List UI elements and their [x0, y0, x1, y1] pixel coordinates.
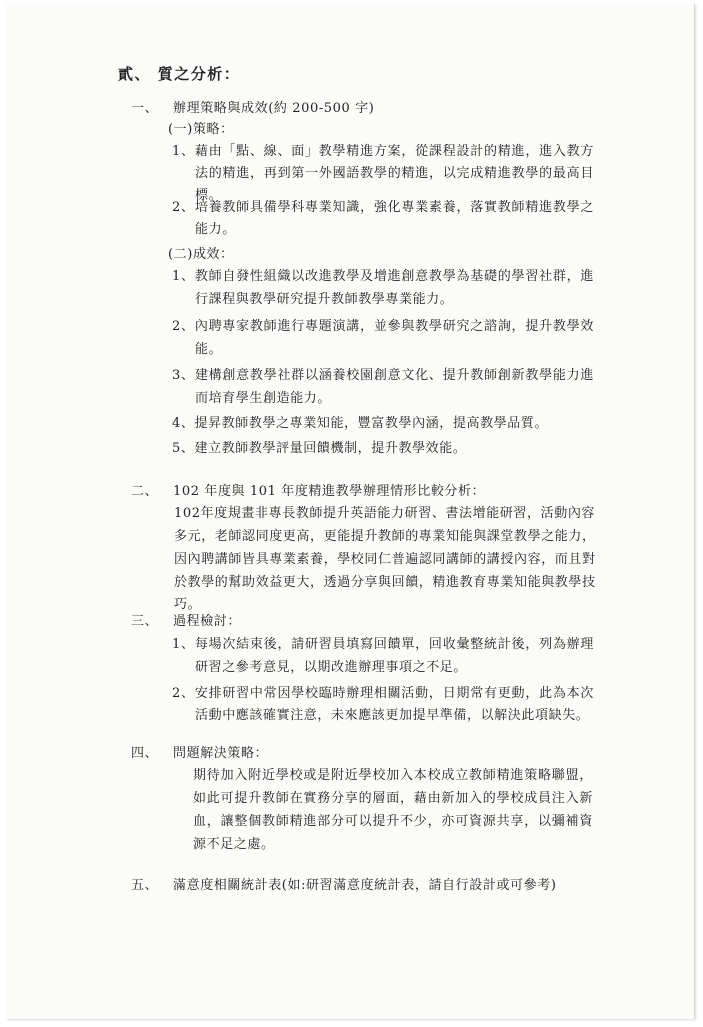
strategy-2-line-1: 2、培養教師具備學科專業知識，強化專業素養，落實教師精進教學之	[172, 200, 594, 215]
document-page	[6, 4, 695, 1019]
section-title: 貳、 質之分析：	[118, 65, 241, 83]
comparison-line-3: 因內聘講師皆具專業素養，學校同仁普遍認同講師的講授內容，而且對	[174, 552, 596, 567]
result-5: 5、建立教師教學評量回饋機制，提升教學效能。	[172, 441, 467, 456]
strategy-1-line-2: 法的精進，再到第一外國語教學的精進，以完成精進教學的最高目	[195, 166, 594, 181]
result-4: 4、提昇教師教學之專業知能，豐富教學內涵，提高教學品質。	[172, 416, 549, 431]
review-2-line-2: 活動中應該確實注意，未來應該更加提早準備，以解決此項缺失。	[195, 708, 590, 723]
strategy-1-line-3: 標。	[195, 188, 223, 203]
comparison-line-1: 102年度規畫非專長教師提升英語能力研習、書法增能研習，活動內容	[174, 506, 596, 521]
result-2-line-1: 2、內聘專家教師進行專題演講，並參與教學研究之諮詢，提升教學效	[172, 319, 594, 334]
section-4-heading: 問題解決策略：	[173, 746, 269, 761]
strategy-subtitle: (一)策略：	[168, 122, 234, 137]
comparison-line-5: 巧。	[174, 597, 202, 612]
section-2-number: 二、	[131, 484, 159, 499]
result-1-line-1: 1、教師自發性組織以改進教學及增進創意教學為基礎的學習社群，進	[172, 269, 594, 284]
review-2-line-1: 2、安排研習中常因學校臨時辦理相關活動，日期常有更動，此為本次	[172, 686, 594, 701]
section-2-heading: 102 年度與 101 年度精進教學辦理情形比較分析：	[173, 484, 486, 499]
comparison-line-2: 多元，老師認同度更高，更能提升教師的專業知能與課堂教學之能力，	[174, 529, 596, 544]
section-4-number: 四、	[131, 746, 159, 761]
result-2-line-2: 能。	[195, 342, 223, 357]
section-3-heading: 過程檢討：	[173, 614, 242, 629]
results-subtitle: (二)成效：	[168, 247, 234, 262]
result-3-line-1: 3、建構創意教學社群以涵養校園創意文化、提升教師創新教學能力進	[172, 368, 594, 383]
result-1-line-2: 行課程與教學研究提升教師教學專業能力。	[195, 292, 454, 307]
strategy-2-line-2: 能力。	[195, 222, 236, 237]
solution-line-3: 血，讓整個教師精進部分可以提升不少，亦可資源共享，以彌補資	[193, 814, 593, 829]
review-1-line-2: 研習之參考意見，以期改進辦理事項之不足。	[195, 660, 468, 675]
result-3-line-2: 而培育學生創造能力。	[195, 391, 332, 406]
solution-line-2: 如此可提升教師在實務分享的層面，藉由新加入的學校成員注入新	[193, 791, 593, 806]
section-5-heading: 滿意度相關統計表(如:研習滿意度統計表，請自行設計或可參考)	[173, 878, 557, 893]
solution-line-1: 期待加入附近學校或是附近學校加入本校成立教師精進策略聯盟，	[193, 768, 593, 783]
strategy-1-line-1: 1、藉由「點、線、面」教學精進方案，從課程設計的精進，進入教方	[172, 144, 594, 159]
section-1-heading: 辦理策略與成效(約 200-500 字)	[173, 101, 375, 116]
section-1-number: 一、	[131, 101, 159, 116]
solution-line-4: 源不足之處。	[193, 837, 275, 852]
review-1-line-1: 1、每場次結束後，請研習員填寫回饋單，回收彙整統計後，列為辦理	[172, 637, 594, 652]
section-3-number: 三、	[131, 614, 159, 629]
comparison-line-4: 於教學的幫助效益更大，透過分享與回饋，精進教育專業知能與教學技	[174, 575, 596, 590]
section-5-number: 五、	[131, 878, 159, 893]
